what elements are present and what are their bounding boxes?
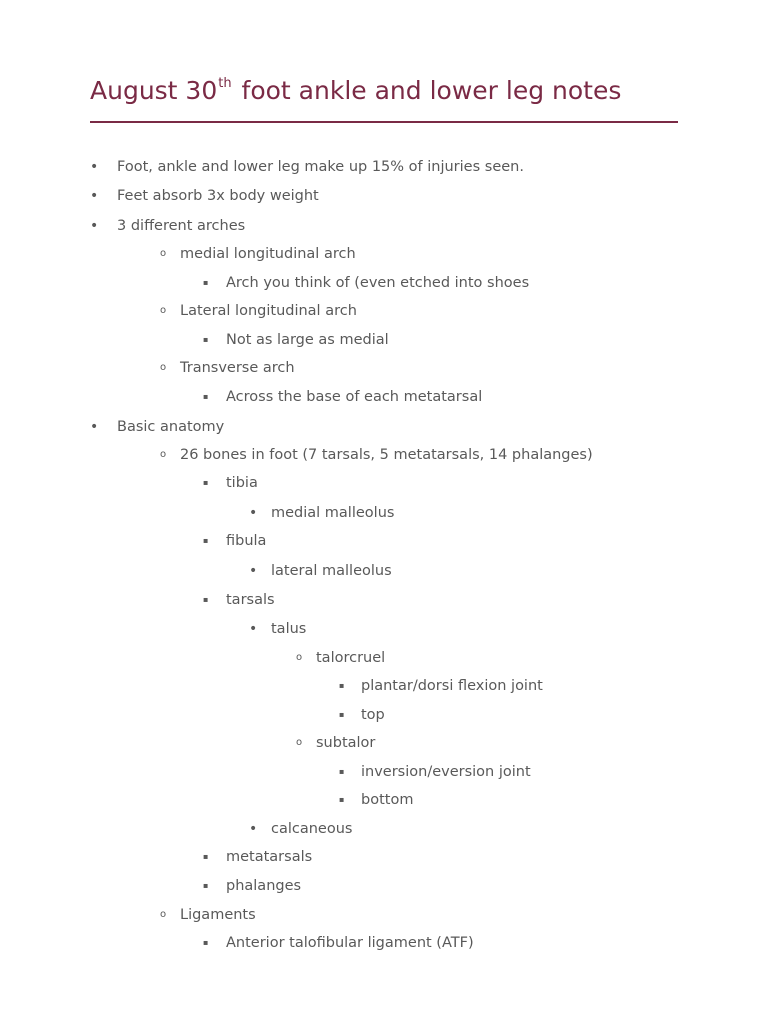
list-item-text: Transverse arch [180,360,295,376]
circle-marker: o [160,449,167,460]
square-marker: ▪ [203,478,209,487]
list-item-text: Basic anatomy [117,419,225,435]
square-marker: ▪ [339,710,345,719]
list-item-text: medial malleolus [271,505,395,521]
square-marker: ▪ [203,278,209,287]
square-marker: ▪ [203,938,209,947]
circle-marker: o [296,737,303,748]
square-marker: ▪ [339,795,345,804]
square-marker: ▪ [339,767,345,776]
list-item-text: 3 different arches [117,218,246,234]
list-item-text: Ligaments [180,907,256,923]
list-item-text: phalanges [226,878,302,894]
bullet-marker: • [90,419,99,435]
circle-marker: o [160,248,167,259]
bullet-marker: • [90,188,99,204]
bullet-marker: • [249,821,258,837]
list-item-text: lateral malleolus [271,563,392,579]
title-underline [90,121,678,123]
list-item-text: Lateral longitudinal arch [180,303,357,319]
bullet-marker: • [90,159,99,175]
list-item-text: talus [271,621,307,637]
square-marker: ▪ [203,536,209,545]
list-item-text: 26 bones in foot (7 tarsals, 5 metatarsals, 14 phalanges) [180,447,593,463]
list-item-text: inversion/eversion joint [361,764,531,780]
title-rest: foot ankle and lower leg notes [233,76,622,105]
list-item-text: Arch you think of (even etched into shoes [226,275,530,291]
list-item-text: Across the base of each metatarsal [226,389,483,405]
square-marker: ▪ [339,681,345,690]
bullet-marker: • [249,621,258,637]
list-item-text: Feet absorb 3x body weight [117,188,319,204]
bullet-marker: • [249,563,258,579]
list-item-text: fibula [226,533,267,549]
list-item-text: subtalor [316,735,376,751]
square-marker: ▪ [203,852,209,861]
list-item-text: talorcruel [316,650,386,666]
list-item-text: calcaneous [271,821,353,837]
title-main: August 30 [90,76,218,105]
list-item-text: Anterior talofibular ligament (ATF) [226,935,474,951]
list-item-text: tarsals [226,592,275,608]
circle-marker: o [296,652,303,663]
page-title [90,74,621,113]
square-marker: ▪ [203,392,209,401]
list-item-text: tibia [226,475,258,491]
list-item-text: plantar/dorsi flexion joint [361,678,543,694]
list-item-text: bottom [361,792,414,808]
square-marker: ▪ [203,595,209,604]
bullet-marker: • [249,505,258,521]
list-item-text: Not as large as medial [226,332,389,348]
title-superscript: th [218,76,232,91]
list-item-text: medial longitudinal arch [180,246,356,262]
list-item-text: Foot, ankle and lower leg make up 15% of injuries seen. [117,159,524,175]
list-item-text: metatarsals [226,849,313,865]
circle-marker: o [160,305,167,316]
square-marker: ▪ [203,881,209,890]
circle-marker: o [160,362,167,373]
circle-marker: o [160,909,167,920]
bullet-marker: • [90,218,99,234]
list-item-text: top [361,707,385,723]
square-marker: ▪ [203,335,209,344]
